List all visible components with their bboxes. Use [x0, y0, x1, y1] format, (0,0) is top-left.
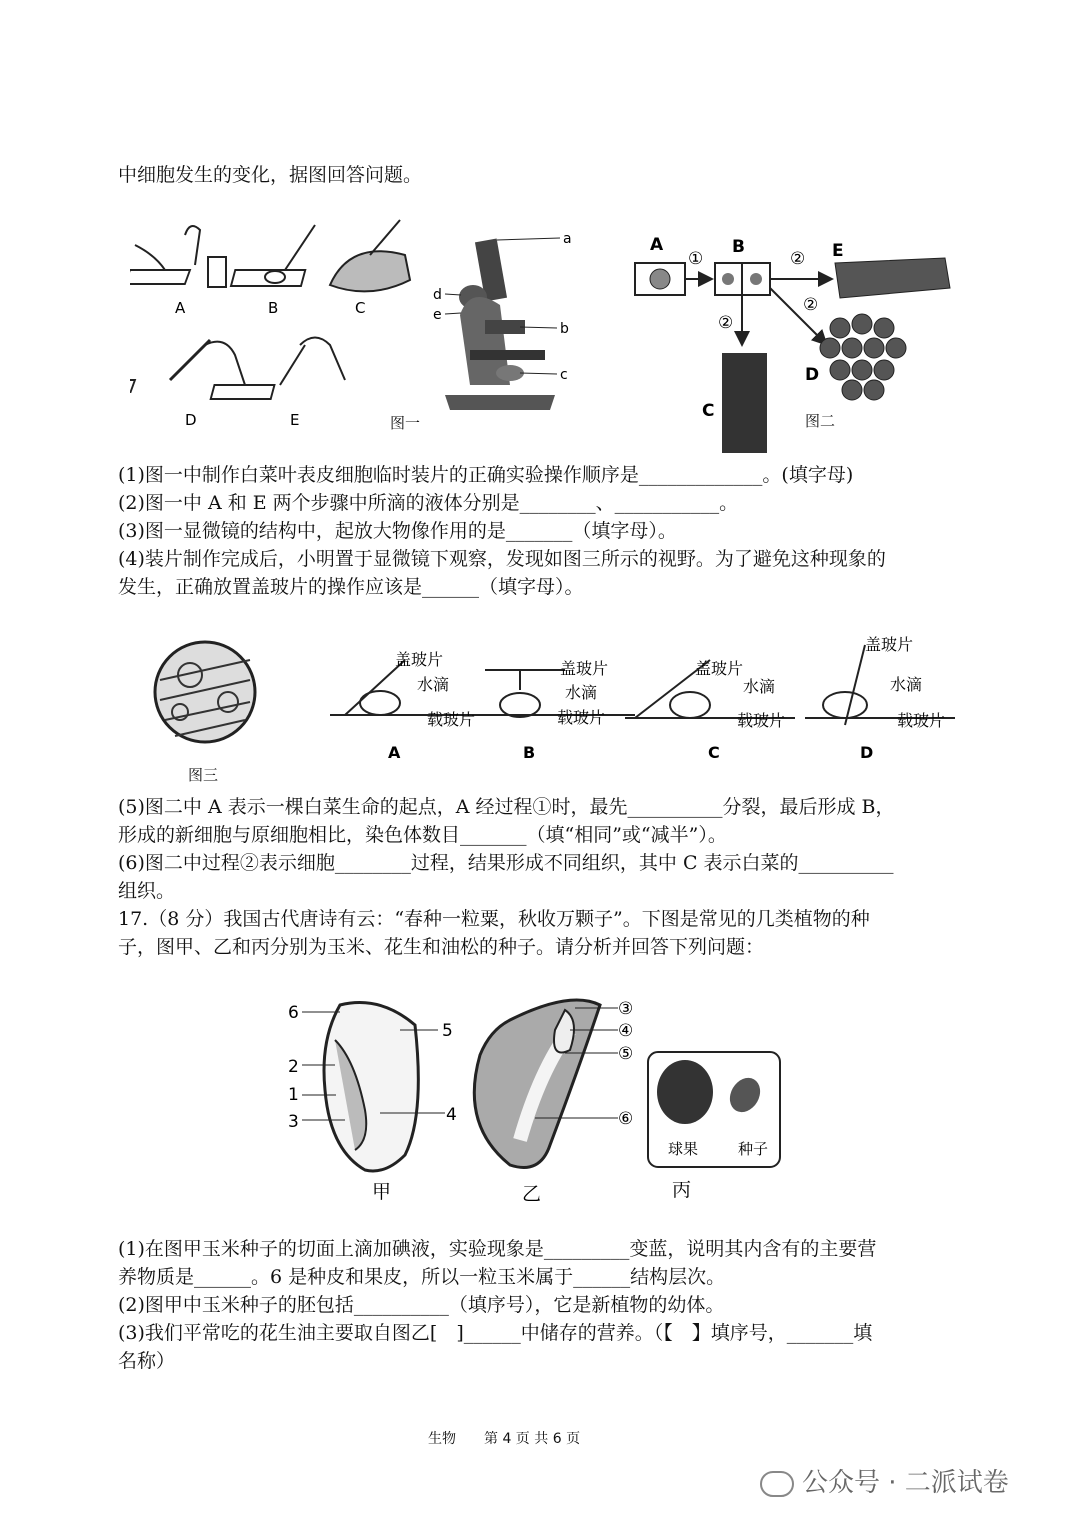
q16b-line-2: 形成的新细胞与原细胞相比，染色体数目_______（填“相同”或“减半”）。 [118, 824, 727, 846]
fig2-node-e: E [832, 241, 844, 261]
fig2-node-c: C [702, 401, 715, 421]
fig3-caption: 图三 [188, 766, 219, 784]
corn-label-3: 3 [288, 1112, 299, 1132]
q16b-line-3: (6)图二中过程②表示细胞________过程，结果形成不同组织，其中 C 表示白菜的__________ [118, 852, 894, 874]
fig2-process-2c: ② [718, 313, 734, 333]
fig1-steps-illustration [130, 215, 420, 435]
q17-q-line-1: (1)在图甲玉米种子的切面上滴加碘液，实验现象是_________变蓝，说明其内含有的主要营 [118, 1238, 877, 1260]
fig2-illustration [630, 228, 960, 458]
q17-line-1: 17.（8 分）我国古代唐诗有云：“春种一粒粟，秋收万颗子”。下图是常见的几类植物的种 [118, 908, 870, 930]
opt-a-coverslip: 盖玻片 [395, 650, 444, 669]
step-label-e: E [290, 411, 300, 429]
q17-q-line-4: (3)我们平常吃的花生油主要取自图乙[ ]______中储存的营养。（【 】填序号，_______填 [118, 1322, 873, 1344]
opt-d-coverslip: 盖玻片 [865, 635, 914, 654]
step-label-a: A [175, 299, 186, 317]
opt-label-b: B [523, 743, 536, 760]
fig1-caption: 图一 [390, 414, 421, 432]
microscope-label-b: b [560, 321, 569, 337]
caption-bing: 丙 [672, 1179, 692, 1201]
corn-label-4: 4 [446, 1105, 457, 1125]
fig2-node-a: A [650, 235, 664, 255]
q16-line-5: 发生，正确放置盖玻片的操作应该是______（填字母）。 [118, 576, 584, 598]
corn-label-2: 2 [288, 1057, 299, 1077]
opt-label-a: A [388, 743, 401, 760]
caption-jia: 甲 [372, 1181, 392, 1203]
seeds-illustration [280, 990, 790, 1205]
opt-b-slide: 载玻片 [557, 708, 606, 727]
fig2-process-2a: ② [790, 249, 806, 269]
fig3-view-illustration [150, 640, 270, 750]
microscope-label-d: d [433, 287, 442, 303]
fig2-node-b: B [732, 237, 745, 257]
step-label-d: D [185, 411, 197, 429]
intro-text: 中细胞发生的变化，据图回答问题。 [118, 164, 423, 186]
peanut-label-6: ⑥ [618, 1109, 634, 1129]
microscope-label-c: c [560, 367, 568, 383]
opt-c-water: 水滴 [743, 677, 776, 696]
opt-b-coverslip: 盖玻片 [560, 659, 609, 678]
step-label-c: C [355, 299, 366, 317]
corn-label-5: 5 [442, 1021, 453, 1041]
microscope-label-e: e [433, 307, 442, 323]
peanut-label-3: ③ [618, 999, 634, 1019]
wechat-icon [760, 1471, 794, 1497]
fig2-process-1: ① [688, 249, 704, 269]
q16-line-3: (3)图一显微镜的结构中，起放大物像作用的是_______（填字母）。 [118, 520, 677, 542]
opt-c-slide: 载玻片 [737, 711, 786, 730]
watermark-text: 公众号 · 二派试卷 [802, 1468, 1009, 1498]
microscope-illustration [425, 225, 585, 435]
microscope-label-a: a [563, 231, 572, 247]
opt-label-d: D [860, 743, 874, 760]
page-footer: 生物 第 4 页 共 6 页 [428, 1431, 581, 1447]
q16b-line-1: (5)图二中 A 表示一棵白菜生命的起点，A 经过程①时，最先__________分裂，最后形成 B， [118, 796, 895, 818]
step-label-b: B [268, 299, 279, 317]
pine-seed-label: 种子 [738, 1140, 769, 1158]
q16-line-2: (2)图一中 A 和 E 两个步骤中所滴的液体分别是________、___________。 [118, 492, 739, 514]
fig2-caption: 图二 [805, 412, 836, 430]
watermark [760, 1462, 1009, 1499]
fig2-process-2b: ② [803, 295, 819, 315]
opt-d-slide: 载玻片 [897, 711, 946, 730]
opt-a-water: 水滴 [417, 675, 450, 694]
opt-a-slide: 载玻片 [427, 710, 476, 729]
fig2-node-d: D [805, 365, 820, 385]
peanut-label-5: ⑤ [618, 1044, 634, 1064]
opt-label-c: C [708, 743, 720, 760]
q16-line-4: (4)装片制作完成后，小明置于显微镜下观察，发现如图三所示的视野。为了避免这种现象的 [118, 548, 886, 570]
coverslip-options-illustration [325, 630, 965, 760]
q16b-line-4: 组织。 [118, 880, 176, 902]
corn-label-6: 6 [288, 1003, 299, 1023]
q17-line-2: 子，图甲、乙和丙分别为玉米、花生和油松的种子。请分析并回答下列问题： [118, 936, 765, 958]
corn-label-1: 1 [288, 1085, 299, 1105]
q17-q-line-2: 养物质是______。6 是种皮和果皮，所以一粒玉米属于______结构层次。 [118, 1266, 726, 1288]
q17-q-line-5: 名称） [118, 1350, 176, 1372]
opt-d-water: 水滴 [890, 675, 923, 694]
opt-b-water: 水滴 [565, 683, 598, 702]
q17-q-line-3: (2)图甲中玉米种子的胚包括__________（填序号），它是新植物的幼体。 [118, 1294, 725, 1316]
q16-line-1: (1)图一中制作白菜叶表皮细胞临时装片的正确实验操作顺序是_____________。(填字母) [118, 464, 854, 486]
peanut-label-4: ④ [618, 1021, 634, 1041]
opt-c-coverslip: 盖玻片 [695, 659, 744, 678]
caption-yi: 乙 [522, 1183, 542, 1205]
pine-cone-label: 球果 [668, 1140, 699, 1158]
